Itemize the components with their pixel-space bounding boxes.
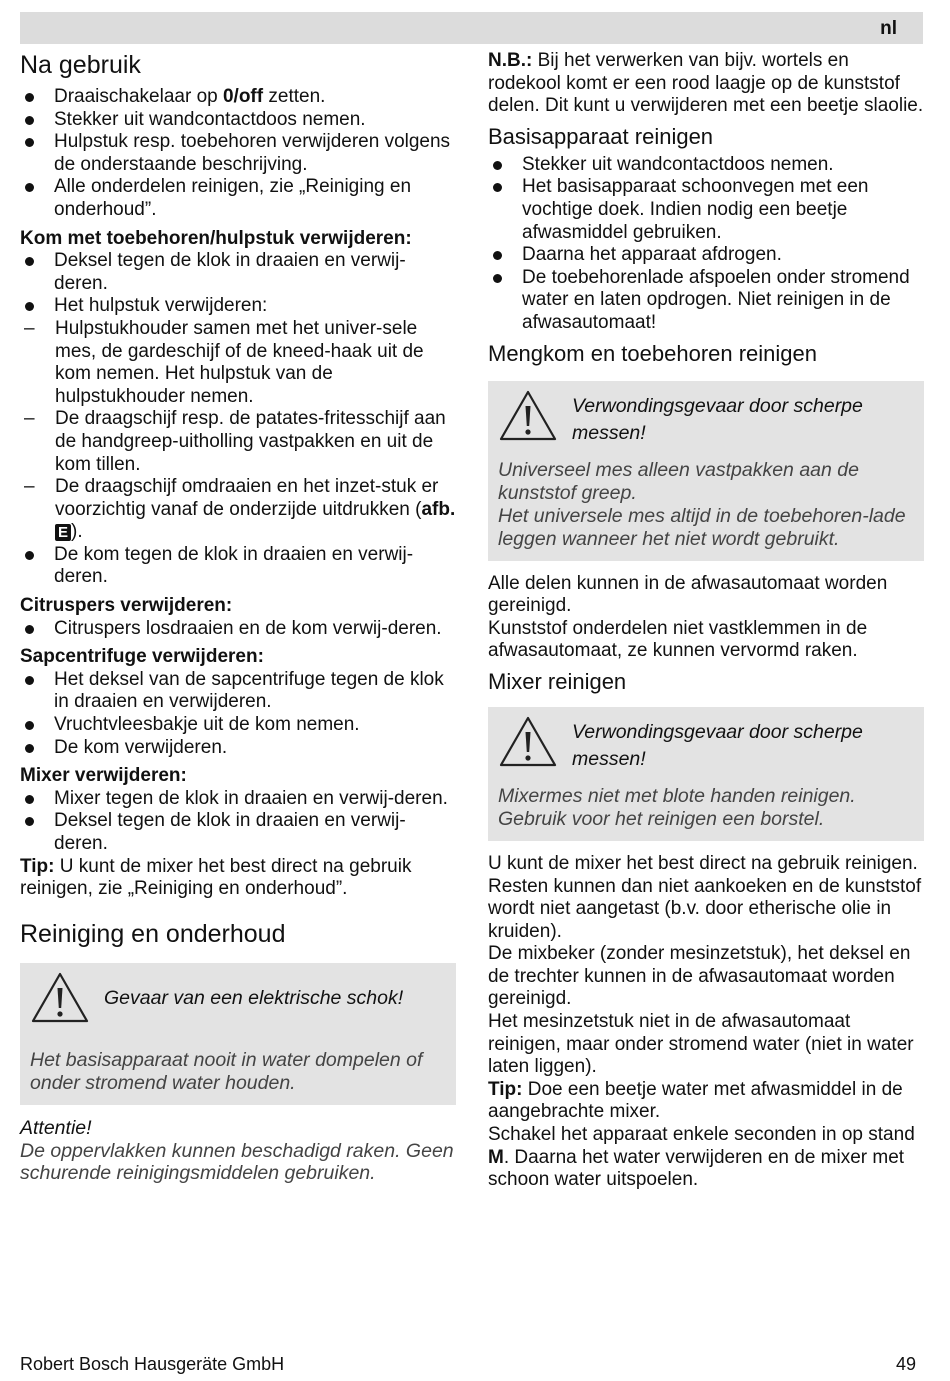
attention-title: Attentie! bbox=[20, 1116, 92, 1139]
right-column bbox=[488, 50, 924, 1192]
citrus-list bbox=[20, 618, 456, 641]
list-item: Citruspers losdraaien en de kom verwij-deren. bbox=[20, 618, 456, 641]
list-item: De kom tegen de klok in draaien en verwij-deren. bbox=[20, 544, 456, 589]
section-title-na-gebruik: Na gebruik bbox=[20, 51, 141, 79]
nb-paragraph: N.B.: Bij het verwerken van bijv. wortels en rodekool komt er een rood laagje op de kunststof delen. Dit kunt u verwijderen met een beetje slaolie. bbox=[488, 50, 924, 117]
list-item: Hulpstuk resp. toebehoren verwijderen volgens de onderstaande beschrijving. bbox=[20, 131, 456, 176]
subheading-mixer: Mixer verwijderen: bbox=[20, 765, 187, 787]
language-label: nl bbox=[880, 18, 897, 39]
warning-body: Mixermes niet met blote handen reinigen. Gebruik voor het reinigen een borstel. bbox=[498, 784, 856, 830]
list-item: Daarna het apparaat afdrogen. bbox=[488, 244, 924, 267]
warning-body: Universeel mes alleen vastpakken aan de kunststof greep. Het universele mes altijd in de toebehoren-lade leggen wanneer het niet wordt gebruikt. bbox=[498, 458, 906, 550]
mixer-list bbox=[20, 788, 456, 856]
list-item: Het basisapparaat schoonvegen met een vochtige doek. Indien nodig een beetje afwasmiddel gebruiken. bbox=[488, 176, 924, 244]
schakel-paragraph: Schakel het apparaat enkele seconden in op stand M. Daarna het water verwijderen en de mixer met schoon water uitspoelen. bbox=[488, 1124, 915, 1191]
sap-list bbox=[20, 669, 456, 759]
warning-triangle-icon bbox=[30, 971, 90, 1025]
warning-title: Gevaar van een elektrische schok! bbox=[104, 986, 404, 1009]
page-number: 49 bbox=[895, 1354, 916, 1374]
warning-triangle-icon bbox=[498, 389, 558, 443]
kom-dash-list bbox=[20, 318, 456, 544]
dash-item: – De draagschijf resp. de patates-fritesschijf aan de handgreep-uitholling vastpakken en uit de kom tillen. bbox=[20, 408, 456, 476]
section-title-mengkom: Mengkom en toebehoren reinigen bbox=[488, 340, 818, 366]
list-item: Het hulpstuk verwijderen: – Hulpstukhouder samen met het univer-sele mes, de gardeschijf of de kneed-haak uit de kom nemen. Het hulpstuk van de hulpstukhouder nemen. – De draagschijf resp. de patates-fritesschijf aan de handgreep-uitholling vastpakken en uit de kom tillen. – De draagschijf omdraaien en het inzet-stuk er voorzichtig vanaf de onderzijde uitdrukken (afb. E ). bbox=[20, 295, 456, 544]
mixer-paragraph-3: Het mesinzetstuk niet in de afwasautomaat reinigen, maar onder stromend water (niet in water laten liggen). bbox=[488, 1011, 914, 1078]
list-item: Stekker uit wandcontactdoos nemen. bbox=[20, 109, 456, 132]
list-item: Deksel tegen de klok in draaien en verwij-deren. bbox=[20, 810, 456, 855]
figure-reference: afb. bbox=[421, 498, 456, 520]
mixer-paragraph-2: De mixbeker (zonder mesinzetstuk), het deksel en de trechter kunnen in de afwasautomaat worden gereinigd. bbox=[488, 943, 911, 1010]
left-column bbox=[20, 50, 456, 1185]
warning-box-electric bbox=[20, 963, 456, 1105]
dash-item: – Hulpstukhouder samen met het univer-sele mes, de gardeschijf of de kneed-haak uit de kom nemen. Het hulpstuk van de hulpstukhouder nemen. bbox=[20, 318, 456, 408]
section-title-basisapparaat: Basisapparaat reinigen bbox=[488, 123, 714, 149]
list-item: De kom verwijderen. bbox=[20, 737, 456, 760]
warning-triangle-icon bbox=[498, 715, 558, 769]
basis-list bbox=[488, 154, 924, 335]
list-item: Mixer tegen de klok in draaien en verwij-deren. bbox=[20, 788, 456, 811]
subheading-sapcentrifuge: Sapcentrifuge verwijderen: bbox=[20, 646, 264, 668]
warning-box-mixer bbox=[488, 707, 924, 841]
mixer-paragraph-1: U kunt de mixer het best direct na gebruik reinigen. Resten kunnen dan niet aankoeken en de kunststof wordt niet aangetast (b.v. door etherische olie in kruiden). bbox=[488, 852, 922, 942]
kom-list bbox=[20, 250, 456, 589]
list-item: Het deksel van de sapcentrifuge tegen de klok in draaien en verwijderen. bbox=[20, 669, 456, 714]
warning-box-knives bbox=[488, 381, 924, 561]
list-item: Draaischakelaar op 0/off zetten. bbox=[20, 86, 456, 109]
header-bar bbox=[20, 12, 923, 44]
warning-body: Het basisapparaat nooit in water dompelen of onder stromend water houden. bbox=[30, 1048, 423, 1094]
warning-title: Verwondingsgevaar door scherpe messen! bbox=[572, 394, 863, 444]
list-item: Stekker uit wandcontactdoos nemen. bbox=[488, 154, 924, 177]
dash-item: – De draagschijf omdraaien en het inzet-stuk er voorzichtig vanaf de onderzijde uitdrukken (afb. E ). bbox=[20, 476, 456, 544]
list-item: De toebehorenlade afspoelen onder stromend water en laten opdrogen. Niet reinigen in de afwasautomaat! bbox=[488, 267, 924, 335]
mengkom-text-1: Alle delen kunnen in de afwasautomaat worden gereinigd. bbox=[488, 572, 888, 617]
warning-title: Verwondingsgevaar door scherpe messen! bbox=[572, 720, 863, 770]
subheading-citruspers: Citruspers verwijderen: bbox=[20, 595, 233, 617]
attention-text: De oppervlakken kunnen beschadigd raken. Geen schurende reinigingsmiddelen gebruiken. bbox=[20, 1139, 454, 1185]
mengkom-text-2: Kunststof onderdelen niet vastklemmen in de afwasautomaat, ze kunnen vervormd raken. bbox=[488, 617, 868, 662]
na-gebruik-list bbox=[20, 86, 456, 222]
figure-letter-box: E bbox=[55, 524, 71, 541]
tip-paragraph: Tip: Doe een beetje water met afwasmiddel in de aangebrachte mixer. bbox=[488, 1078, 903, 1123]
list-item: Deksel tegen de klok in draaien en verwij-deren. bbox=[20, 250, 456, 295]
subheading-kom: Kom met toebehoren/hulpstuk verwijderen: bbox=[20, 227, 412, 249]
tip-paragraph: Tip: U kunt de mixer het best direct na gebruik reinigen, zie „Reiniging en onderhoud”. bbox=[20, 855, 412, 900]
list-item: Vruchtvleesbakje uit de kom nemen. bbox=[20, 714, 456, 737]
footer-company: Robert Bosch Hausgeräte GmbH bbox=[20, 1354, 285, 1374]
section-title-reiniging: Reiniging en onderhoud bbox=[20, 919, 286, 948]
section-title-mixer-reinigen: Mixer reinigen bbox=[488, 668, 627, 694]
list-item: Alle onderdelen reinigen, zie „Reiniging en onderhoud”. bbox=[20, 176, 456, 221]
